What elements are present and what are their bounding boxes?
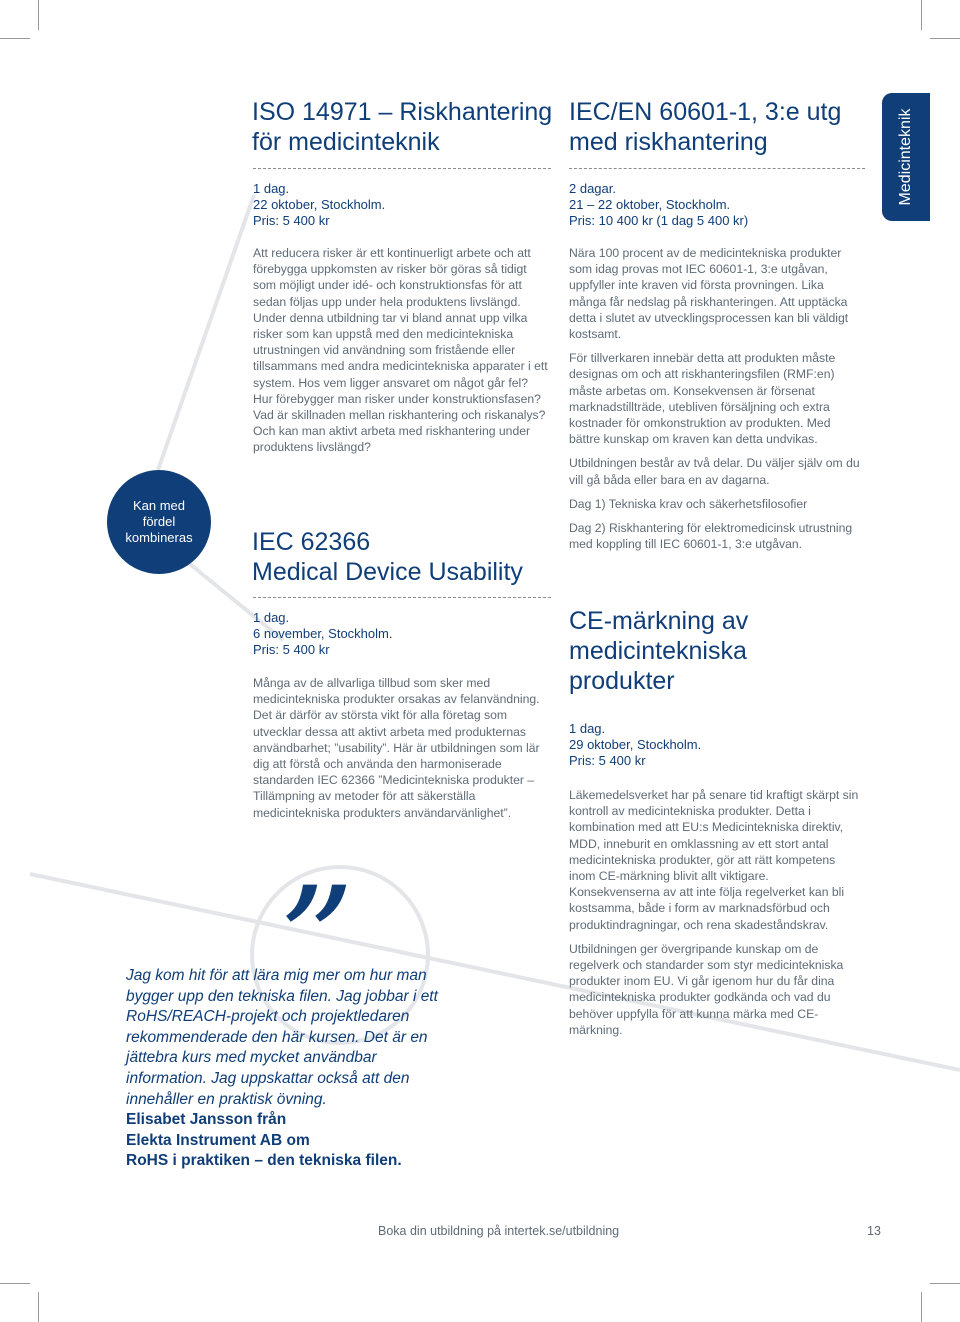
course-title-iso14971 xyxy=(252,97,562,157)
course-duration: 1 dag. xyxy=(253,181,290,196)
divider xyxy=(569,168,865,169)
title-line: Medical Device Usability xyxy=(252,558,523,586)
badge-line: Kan med xyxy=(132,498,186,513)
paragraph: Läkemedelsverket har på senare tid kraftigt skärpt sin kontroll av medicintekniska produkter. Detta i kombination med att EU:s Medicintekniska direktiv, MDD, inneburit en omklassning av ett stort antal medicintekniska produkter, gör att rätt kompetens inom CE-märkning blivit allt viktigare. Konsekvenserna av att inte följa regelverket kan bli kostsamma, både i form av marknadsförbud och produktindragningar, och rena skadeståndskrav. xyxy=(569,788,859,932)
course-meta-iec60601 xyxy=(569,181,748,229)
title-line: CE-märkning av xyxy=(569,607,749,635)
course-duration: 2 dagar. xyxy=(569,181,616,196)
combine-badge xyxy=(107,470,211,574)
title-line: ISO 14971 – Riskhantering xyxy=(252,98,553,126)
course-price: Pris: 5 400 kr xyxy=(253,213,330,228)
course-title-iec62366 xyxy=(252,527,562,587)
paragraph: Utbildningen består av två delar. Du väljer själv om du vill gå båda eller bara en av dagarna. xyxy=(569,456,860,487)
quote-author: Elekta Instrument AB om xyxy=(126,1131,310,1149)
quote-text: Jag kom hit för att lära mig mer om hur man bygger upp den tekniska filen. Jag jobbar i ett RoHS/REACH-projekt och projektledaren rekommenderade den här kursen. Det är en jättebra kurs med mycket användbar information. Jag uppskattar också att den innehåller en praktisk övning. xyxy=(126,967,438,1108)
paragraph: För tillverkaren innebär detta att produkten måste designas om och att riskhanteringsfilen (RMF:en) måste arbetas om. Konsekvensen är försenat marknadstillträde, utebliven försäljning och extra kostnader för omkonstruktion av produkten. Med bättre kunskap om kraven kan detta undvikas. xyxy=(569,351,836,447)
section-tab-label: Medicinteknik xyxy=(897,108,914,206)
title-line: för medicinteknik xyxy=(252,128,440,156)
title-line: produkter xyxy=(569,667,675,695)
quote-author: RoHS i praktiken – den tekniska filen. xyxy=(126,1152,402,1170)
course-date: 29 oktober, Stockholm. xyxy=(569,737,702,752)
quote-mark-icon: ” xyxy=(278,856,355,1030)
course-description-iec60601 xyxy=(569,245,861,560)
course-date: 22 oktober, Stockholm. xyxy=(253,197,386,212)
course-date: 6 november, Stockholm. xyxy=(253,626,393,641)
badge-line: kombineras xyxy=(125,530,193,545)
footer-booking-text: Boka din utbildning på intertek.se/utbildning xyxy=(378,1224,620,1238)
course-description-iso14971 xyxy=(253,245,551,464)
course-meta-ce-marking xyxy=(569,721,701,769)
title-line: IEC 62366 xyxy=(252,528,371,556)
divider xyxy=(253,597,551,598)
course-meta-iso14971 xyxy=(253,181,385,229)
course-description-ce-marking xyxy=(569,787,861,1046)
paragraph: Nära 100 procent av de medicintekniska produkter som idag provas mot IEC 60601-1, 3:e utgåvan, uppfyller inte kraven vid första provningen. Lika många får nedslag på riskhanteringen. Att upptäcka detta i slutet av utvecklingsprocessen kan bli väldigt kostsamt. xyxy=(569,246,849,342)
course-price: Pris: 5 400 kr xyxy=(569,753,646,768)
title-line: med riskhantering xyxy=(569,128,768,156)
paragraph: Att reducera risker är ett kontinuerligt arbete och att förebygga uppkomsten av risker bör göras så tidigt som möjligt under idé- och konstruktionsfas för att sedan följas upp under hela produktens livslängd. Under denna utbildning tar vi bland annat upp vilka risker som kan uppstå med den medicintekniska utrustningen vid användning som fristående eller tillsammans med andra medicintekniska apparater i ett system. Hos vem ligger ansvaret om något går fel? Hur förebygger man risker under konstruktionsfasen? Vad är skillnaden mellan riskhantering och riskanalys? Och kan man aktivt arbeta med riskhantering under produktens livslängd? xyxy=(253,246,548,455)
paragraph: Dag 2) Riskhantering för elektromedicinsk utrustning med koppling till IEC 60601-1, 3:e utgåvan. xyxy=(569,521,853,552)
course-title-ce-marking xyxy=(569,606,879,696)
testimonial-quote xyxy=(126,966,456,1172)
course-duration: 1 dag. xyxy=(569,721,606,736)
paragraph: Dag 1) Tekniska krav och säkerhetsfilosofier xyxy=(569,496,808,511)
divider xyxy=(253,168,551,169)
title-line: IEC/EN 60601-1, 3:e utg xyxy=(569,98,842,126)
paragraph: Utbildningen ger övergripande kunskap om de regelverk och standarder som styr medicintekniska produkter inom EU. Vi går igenom hur du får dina medicintekniska produkter godkända och vad du behöver uppfylla för att kunna märka med CE-märkning. xyxy=(569,941,844,1037)
badge-line: fördel xyxy=(142,514,176,529)
course-duration: 1 dag. xyxy=(253,610,290,625)
course-price: Pris: 5 400 kr xyxy=(253,642,330,657)
course-price: Pris: 10 400 kr (1 dag 5 400 kr) xyxy=(569,213,749,228)
course-meta-iec62366 xyxy=(253,610,392,658)
quote-author: Elisabet Jansson från xyxy=(126,1111,287,1129)
paragraph: Många av de allvarliga tillbud som sker med medicintekniska produkter orsakas av felanvändning. Det är därför av största vikt för alla företag som utvecklar dessa att aktivt arbeta med produkternas användbarhet; ”usability”. Här är utbildningen som lär dig att förstå och använda den harmoniserade standarden IEC 62366 ”Medicintekniska produkter – Tillämpning av metoder för att säkerställa medicintekniska produkters användarvänlighet”. xyxy=(253,676,540,820)
section-tab xyxy=(882,93,930,221)
course-description-iec62366 xyxy=(253,675,551,829)
page-number: 13 xyxy=(867,1224,881,1238)
title-line: medicintekniska xyxy=(569,637,747,665)
course-date: 21 – 22 oktober, Stockholm. xyxy=(569,197,731,212)
course-title-iec60601 xyxy=(569,97,879,157)
